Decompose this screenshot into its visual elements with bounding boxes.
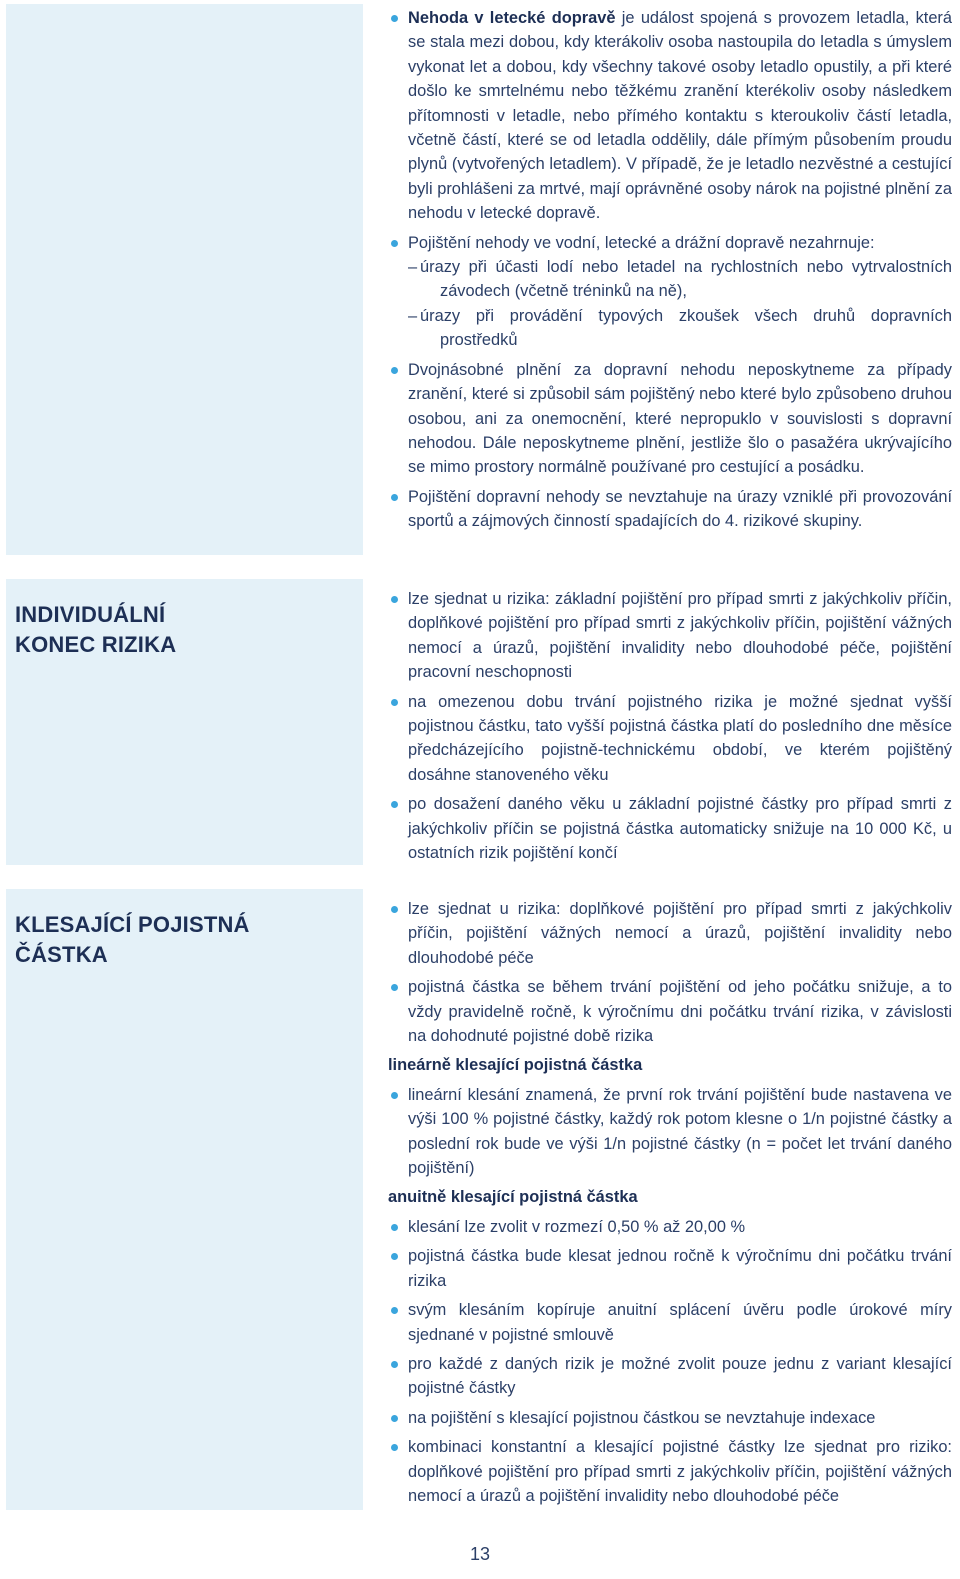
list-item: po dosažení daného věku u základní pojistné částky pro případ smrti z jakýchkoliv příčin se pojistná částka automaticky snižuje na 10 000 Kč, u ostatních rizik pojištění končí bbox=[388, 792, 952, 865]
list-item: pojistná částka bude klesat jednou ročně k výročnímu dni počátku trvání rizika bbox=[388, 1244, 952, 1293]
side-panel-3 bbox=[6, 889, 363, 1510]
list-item: pojistná částka se během trvání pojištění od jeho počátku snižuje, a to vždy pravidelně ročně, k výročnímu dni počátku trvání rizika, v závislosti na dohodnuté pojistné době rizika bbox=[388, 975, 952, 1048]
list-item: na pojištění s klesající pojistnou částkou se nevztahuje indexace bbox=[388, 1406, 952, 1430]
term-bold: Nehoda v letecké dopravě bbox=[408, 9, 616, 27]
list-item: lze sjednat u rizika: základní pojištění pro případ smrti z jakýchkoliv příčin, doplňkové pojištění pro případ smrti z jakýchkoliv příčin, pojištění vážných nemocí a úrazů, pojištění invalidity nebo dlouhodobé péče, pojištění pracovní neschopnosti bbox=[388, 587, 952, 685]
list-item: na omezenou dobu trvání pojistného rizika je možné sjednat vyšší pojistnou částku, tato vyšší pojistná částka platí do posledního dne měsíce předcházejícího pojistně-technickému období, ve kterém pojištěný dosáhne stanoveného věku bbox=[388, 690, 952, 788]
section-3-list-b bbox=[388, 1083, 952, 1181]
list-item: kombinaci konstantní a klesající pojistné částky lze sjednat pro riziko: doplňkové pojištění pro případ smrti z jakýchkoliv příčin, pojištění vážných nemocí a úrazů a pojištění invalidity nebo dlouhodobé péče bbox=[388, 1435, 952, 1508]
item-text: Pojištění nehody ve vodní, letecké a drážní dopravě nezahrnuje: bbox=[408, 233, 875, 252]
section-3-list-a bbox=[388, 897, 952, 1048]
section-1-content bbox=[388, 6, 952, 539]
list-item: svým klesáním kopíruje anuitní splácení úvěru podle úrokové míry sjednané v pojistné smlouvě bbox=[388, 1298, 952, 1347]
section-title: INDIVIDUÁLNÍ KONEC RIZIKA bbox=[15, 602, 177, 657]
list-item: Pojištění dopravní nehody se nevztahuje na úrazy vzniklé při provozování sportů a zájmových činností spadajících do 4. rizikové skupiny. bbox=[388, 485, 952, 534]
list-item bbox=[388, 6, 952, 226]
side-panel-1 bbox=[6, 4, 363, 555]
section-1-list bbox=[388, 6, 952, 255]
list-item: pro každé z daných rizik je možné zvolit pouze jednu z variant klesající pojistné částky bbox=[388, 1352, 952, 1401]
section-2-content bbox=[388, 587, 952, 870]
dash-item: – úrazy při účasti lodí nebo letadel na rychlostních nebo vytrvalostních závodech (včetně tréninků na ně), bbox=[408, 258, 952, 301]
section-3-content bbox=[388, 897, 952, 1513]
subheading-linear: lineárně klesající pojistná částka bbox=[388, 1056, 643, 1075]
list-item: lze sjednat u rizika: doplňkové pojištění pro případ smrti z jakýchkoliv příčin, pojištění vážných nemocí a úrazů, pojištění invalidity nebo dlouhodobé péče bbox=[388, 897, 952, 970]
section-title: KLESAJÍCÍ POJISTNÁ ČÁSTKA bbox=[15, 912, 250, 967]
page-number: 13 bbox=[469, 1544, 491, 1564]
item-text: je událost spojená s provozem letadla, která se stala mezi dobou, kdy kterákoliv osoba nastoupila do letadla s úmyslem vykonat let a dobou, kdy všechny takové osoby letadlo opustily, a při které došlo ke smrtelnému nebo těžkému zranění kterékoliv osoby následkem přítomnosti v letadle, nebo přímého kontaktu s kteroukoliv částí letadla, včetně částí, které se od letadla oddělily, dále přímým působením proudu plynů (vytvořených letadlem). V případě, že je letadlo nezvěstné a cestující byli prohlášeni za mrtvé, mají oprávněné osoby nárok na pojistné plnění za nehodu v letecké dopravě. bbox=[408, 9, 953, 223]
dash-item: – úrazy při provádění typových zkoušek všech druhů dopravních prostředků bbox=[408, 306, 952, 350]
section-2-list bbox=[388, 587, 952, 865]
section-3-list-c bbox=[388, 1215, 952, 1508]
exclusion-list bbox=[408, 255, 952, 353]
list-item: Dvojnásobné plnění za dopravní nehodu neposkytneme za případy zranění, které si způsobil sám pojištěný nebo které bylo způsobeno druhou osobou, ani za onemocnění, které nepropuklo v souvislosti s dopravní nehodou. Dále neposkytneme plnění, jestliže šlo o pasažéra ukrývajícího se mimo prostory normálně používané pro cestující a posádku. bbox=[388, 358, 952, 480]
side-panel-2 bbox=[6, 579, 363, 865]
list-item: klesání lze zvolit v rozmezí 0,50 % až 20,00 % bbox=[388, 1215, 952, 1239]
list-item: lineární klesání znamená, že první rok trvání pojištění bude nastavena ve výši 100 % pojistné částky, každý rok potom klesne o 1/n pojistné částky a poslední rok bude ve výši 1/n pojistné částky (n = počet let trvání daného pojištění) bbox=[388, 1083, 952, 1181]
list-item bbox=[388, 231, 952, 255]
section-1-list-cont bbox=[388, 358, 952, 534]
subheading-annuity: anuitně klesající pojistná částka bbox=[388, 1188, 638, 1207]
